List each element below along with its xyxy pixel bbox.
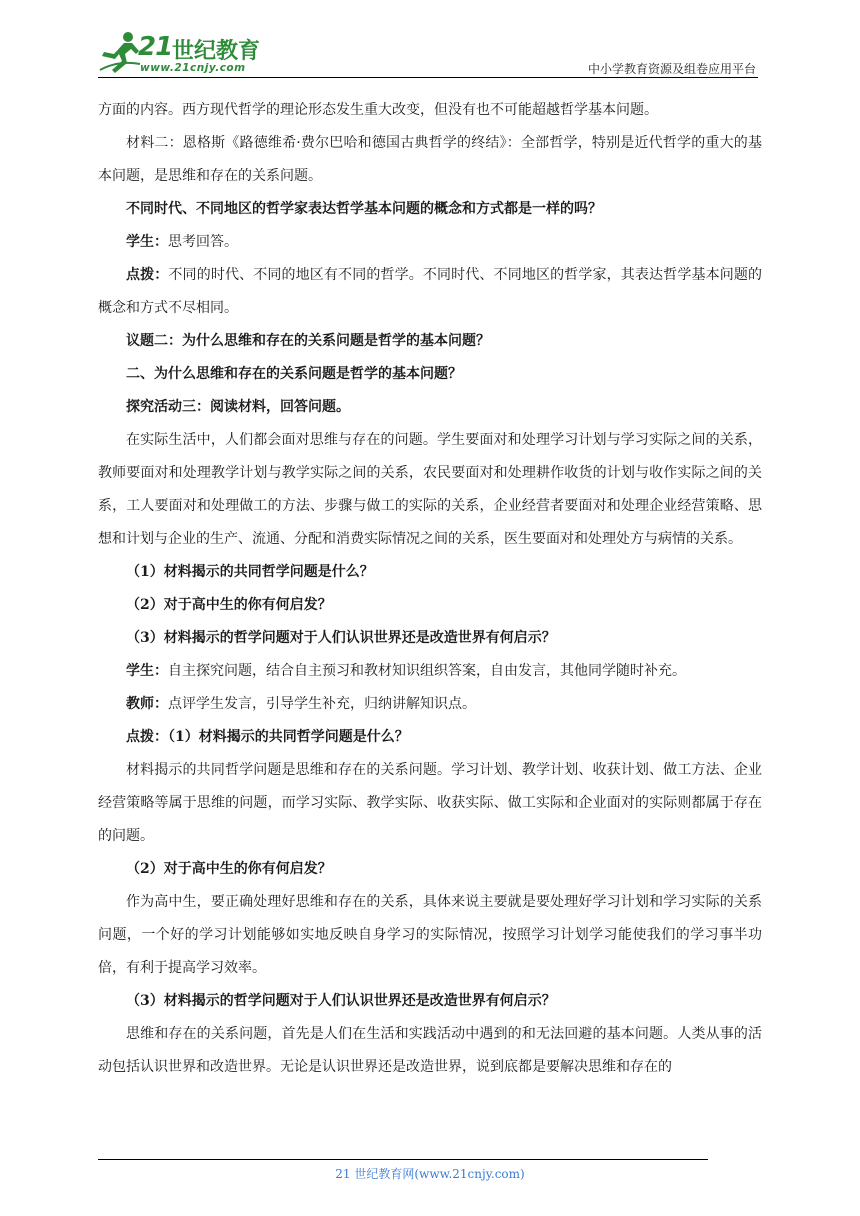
paragraph-text: 在实际生活中，人们都会面对思维与存在的问题。学生要面对和处理学习计划与学习实际之间的关系，教师要面对和处理教学计划与教学实际之间的关系，农民要面对和处理耕作收货的计划与收作实际之间的关系，工人要面对和处理做工的方法、步骤与做工的实际的关系，企业经营者要面对和处理企业经营策略、思想和计划与企业的生产、流通、分配和消费实际情况之间的关系，医生要面对和处理处方与病情的关系。 [98,432,762,547]
page-footer: 21 世纪教育网(www.21cnjy.com) [335,1167,525,1181]
header-divider [98,77,758,78]
logo-url: www.21cnjy.com [140,62,246,74]
paragraph [98,127,762,193]
paragraph-label: 学生： [126,663,168,679]
paragraph [98,94,762,127]
page-header [98,30,758,80]
paragraph [98,193,762,226]
paragraph-label: 教师： [126,696,168,712]
paragraph-text: 思考回答。 [168,234,238,250]
paragraph [98,985,762,1018]
paragraph-text: （2）对于高中生的你有何启发？ [126,597,332,613]
paragraph [98,325,762,358]
paragraph-text: 二、为什么思维和存在的关系问题是哲学的基本问题？ [126,366,462,382]
paragraph [98,424,762,556]
paragraph-text: （3）材料揭示的哲学问题对于人们认识世界还是改造世界有何启示？ [126,630,556,646]
document-body [98,94,762,1084]
paragraph [98,721,762,754]
paragraph-text: （1）材料揭示的共同哲学问题是什么？ [126,564,374,580]
paragraph-text: （3）材料揭示的哲学问题对于人们认识世界还是改造世界有何启示？ [126,993,556,1009]
paragraph-text: （2）对于高中生的你有何启发？ [126,861,332,877]
footer-divider [98,1159,708,1160]
paragraph-text: 议题二：为什么思维和存在的关系问题是哲学的基本问题？ [126,333,490,349]
paragraph [98,556,762,589]
site-logo [98,30,268,78]
paragraph [98,358,762,391]
paragraph-label: 点拨： [126,267,169,283]
paragraph [98,622,762,655]
logo-number: 21 [138,32,173,62]
paragraph-text: 思维和存在的关系问题，首先是人们在生活和实践活动中遇到的和无法回避的基本问题。人类从事的活动包括认识世界和改造世界。无论是认识世界还是改造世界，说到底都是要解决思维和存在的 [98,1026,762,1075]
running-man-icon [98,30,142,76]
paragraph-text: 自主探究问题，结合自主预习和教材知识组织答案，自由发言，其他同学随时补充。 [168,663,686,679]
paragraph-text: 不同的时代、不同的地区有不同的哲学。不同时代、不同地区的哲学家，其表达哲学基本问题的概念和方式不尽相同。 [98,267,763,316]
paragraph-text: 作为高中生，要正确处理好思维和存在的关系，具体来说主要就是要处理好学习计划和学习实际的关系问题，一个好的学习计划能够如实地反映自身学习的实际情况，按照学习计划学习能使我们的学习事半功倍，有利于提高学习效率。 [98,894,762,976]
paragraph-label: 点拨： [126,729,168,745]
platform-name: 中小学教育资源及组卷应用平台 [587,62,756,76]
paragraph [98,886,762,985]
paragraph [98,391,762,424]
paragraph [98,754,762,853]
paragraph [98,1018,762,1084]
paragraph-label: 学生： [126,234,168,250]
paragraph [98,853,762,886]
paragraph-text: 不同时代、不同地区的哲学家表达哲学基本问题的概念和方式都是一样的吗？ [126,201,602,217]
paragraph [98,589,762,622]
paragraph-text: 探究活动三：阅读材料，回答问题。 [126,399,350,415]
paragraph [98,655,762,688]
paragraph-text: 点评学生发言，引导学生补充，归纳讲解知识点。 [168,696,476,712]
paragraph-text: （1）材料揭示的共同哲学问题是什么？ [168,729,409,745]
paragraph [98,688,762,721]
paragraph-text: 材料揭示的共同哲学问题是思维和存在的关系问题。学习计划、教学计划、收获计划、做工方法、企业经营策略等属于思维的问题，而学习实际、教学实际、收获实际、做工实际和企业面对的实际则都属于存在的问题。 [98,762,762,844]
paragraph-text: 材料二：恩格斯《路德维希·费尔巴哈和德国古典哲学的终结》：全部哲学，特别是近代哲学的重大的基本问题，是思维和存在的关系问题。 [98,135,762,184]
paragraph [98,226,762,259]
logo-name: 世纪教育 [172,39,261,64]
paragraph [98,259,762,325]
paragraph-text: 方面的内容。西方现代哲学的理论形态发生重大改变，但没有也不可能超越哲学基本问题。 [98,102,658,118]
